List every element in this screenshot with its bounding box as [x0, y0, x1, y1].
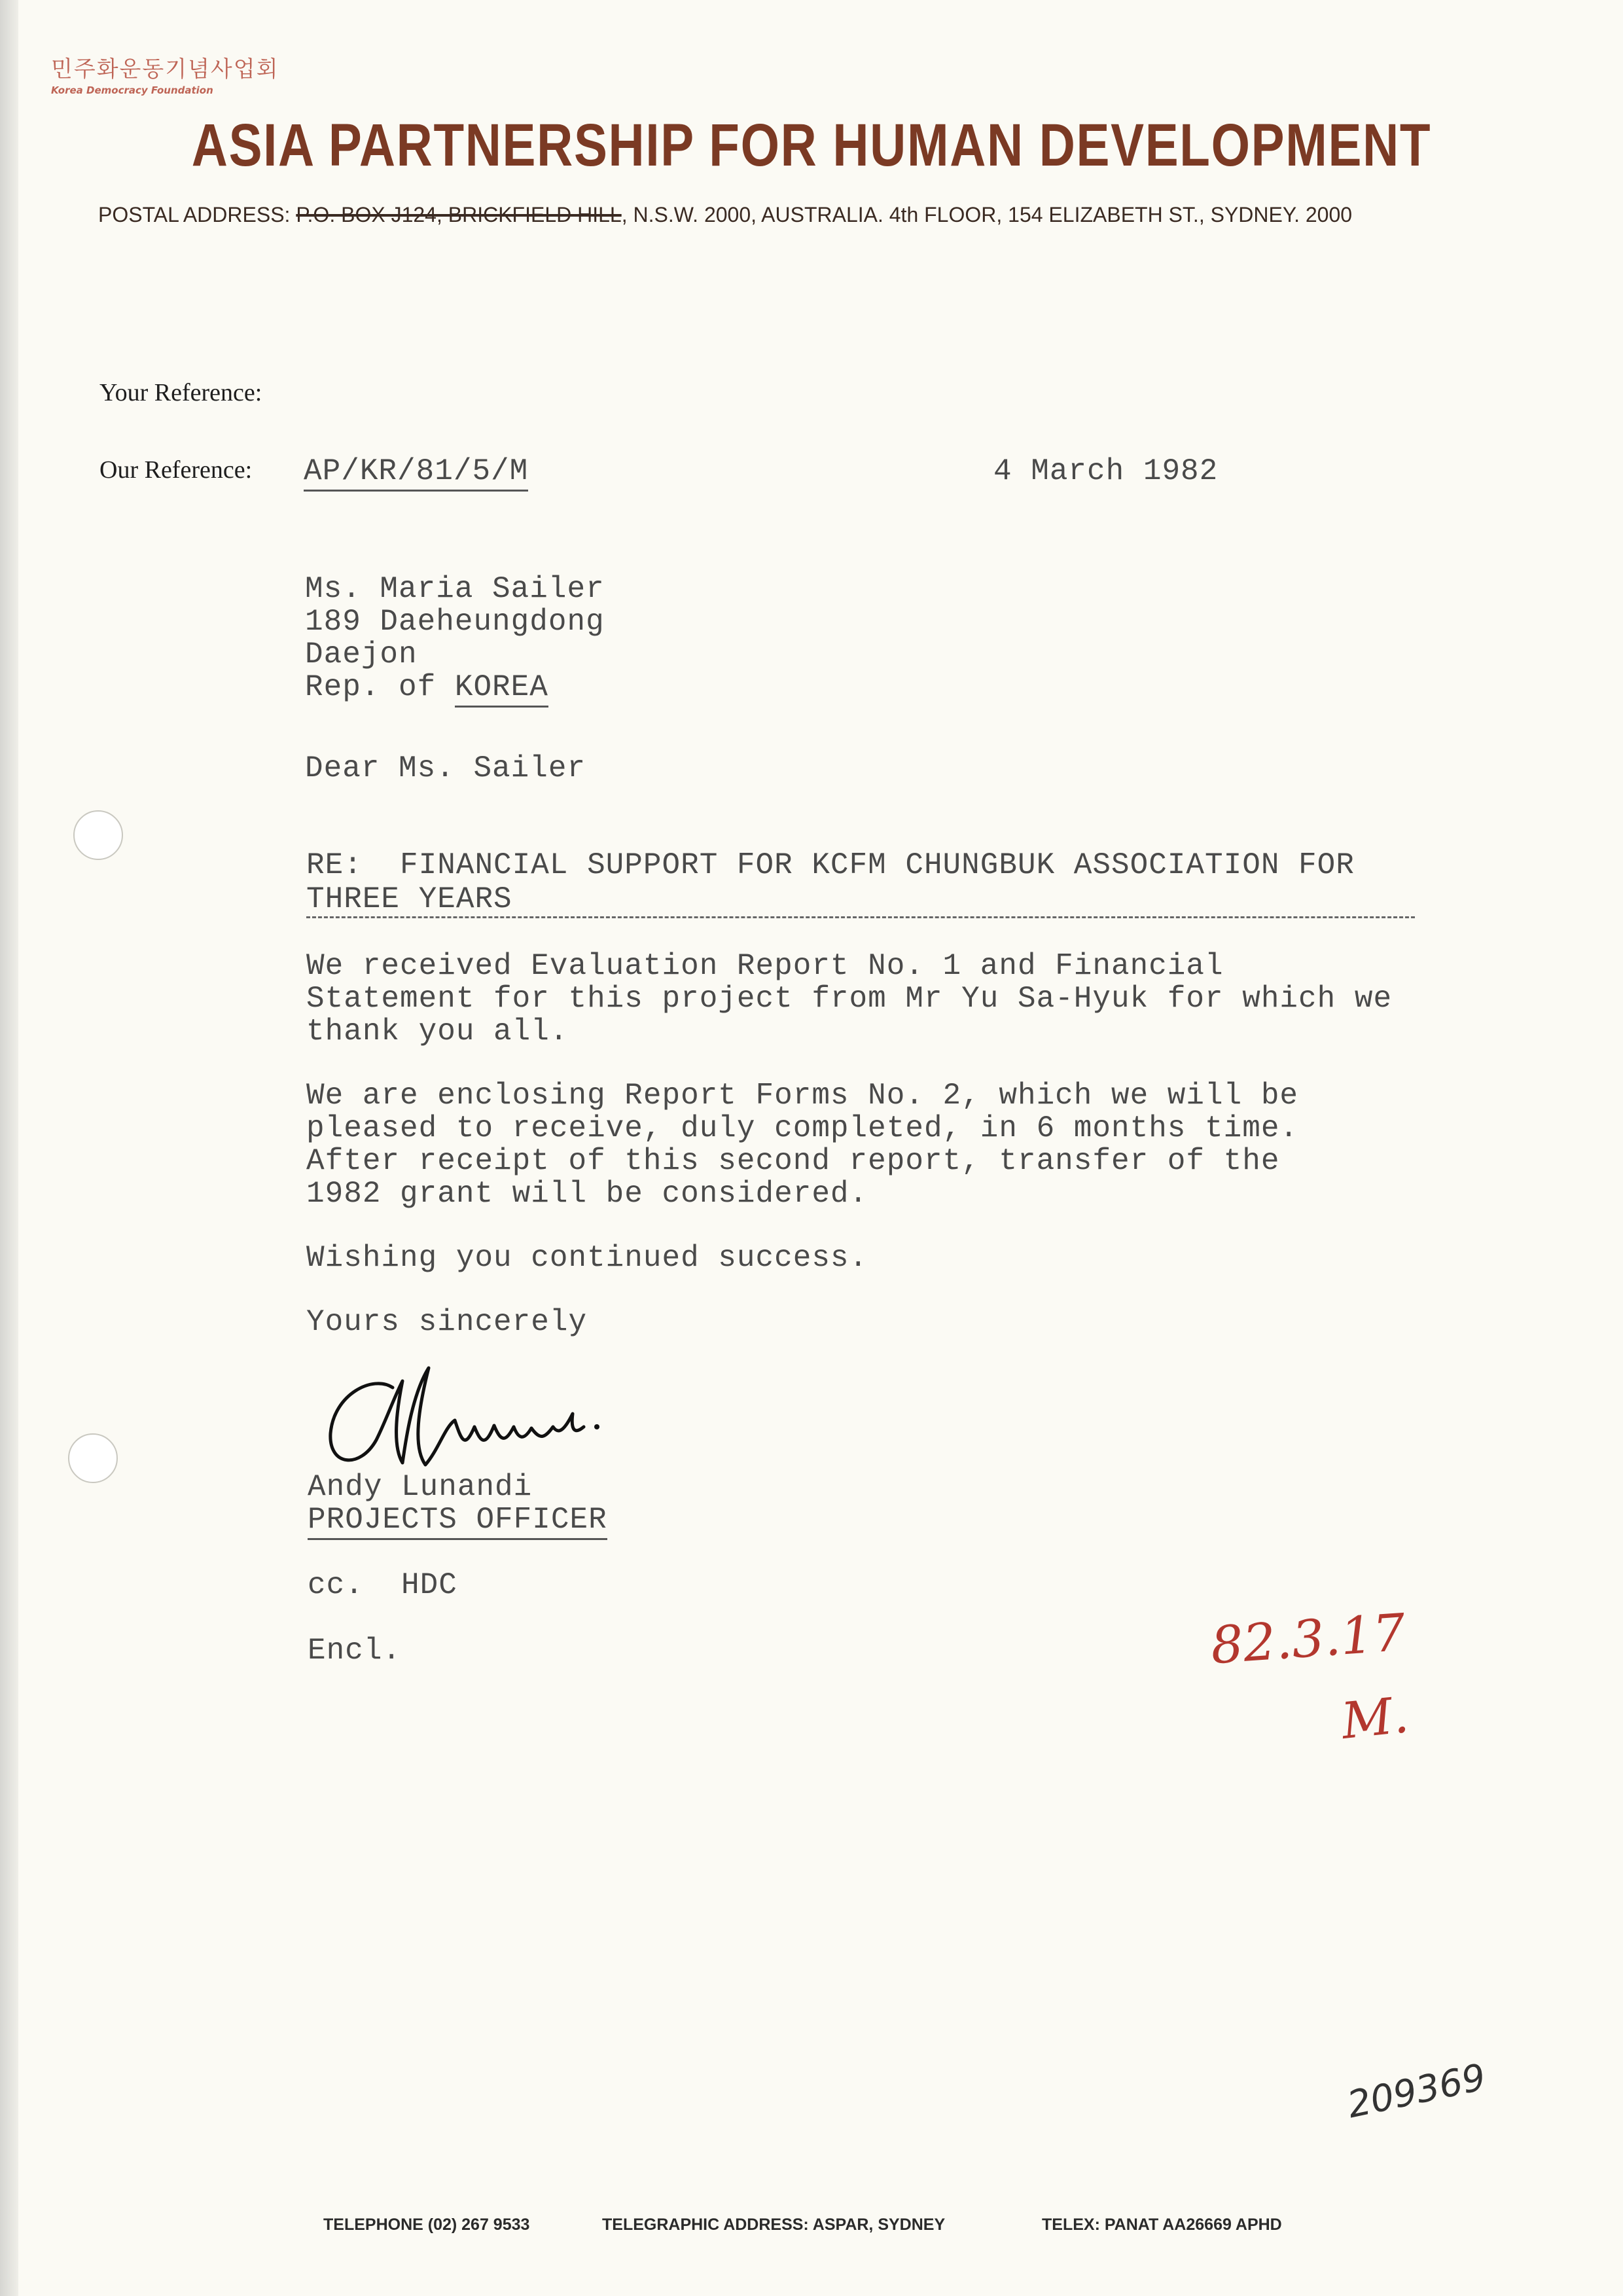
postal-current-address: , N.S.W. 2000, AUSTRALIA. 4th FLOOR, 154 ELIZABETH ST., SYDNEY. 2000 [621, 203, 1353, 226]
watermark-english: Korea Democracy Foundation [51, 84, 213, 96]
footer-telex: TELEX: PANAT AA26669 APHD [1042, 2215, 1282, 2234]
handwritten-signature [314, 1335, 720, 1479]
punch-hole-upper [73, 810, 123, 860]
letterhead-title: ASIA PARTNERSHIP FOR HUMAN DEVELOPMENT [191, 112, 1432, 179]
foundation-watermark [51, 51, 279, 96]
valediction: Yours sincerely [306, 1305, 588, 1339]
postal-struck-address: P.O. BOX J124, BRICKFIELD HILL [296, 203, 622, 226]
recipient-city: Daejon [305, 637, 418, 672]
enclosure-line: Encl. [308, 1634, 402, 1668]
postal-address [98, 203, 1352, 227]
body-paragraph-3: Wishing you continued success. [306, 1241, 868, 1275]
body-paragraph-2-line-1: We are enclosing Report Forms No. 2, which we will be [306, 1079, 1299, 1113]
body-paragraph-1-line-1: We received Evaluation Report No. 1 and Financial [306, 949, 1224, 983]
footer-telephone: TELEPHONE (02) 267 9533 [323, 2215, 530, 2234]
signer-title: PROJECTS OFFICER [308, 1503, 607, 1540]
our-reference-value: AP/KR/81/5/M [304, 454, 528, 492]
page-edge [0, 0, 18, 2296]
signer-name: Andy Lunandi [308, 1470, 533, 1504]
cc-line: cc. HDC [308, 1568, 457, 1602]
postal-prefix: POSTAL ADDRESS: [98, 203, 296, 226]
your-reference-label: Your Reference: [99, 379, 262, 406]
watermark-korean: 민주화운동기념사업회 [51, 56, 279, 82]
body-paragraph-2-line-3: After receipt of this second report, transfer of the [306, 1144, 1280, 1178]
body-paragraph-1-line-3: thank you all. [306, 1014, 569, 1049]
subject-underline [306, 916, 1415, 918]
footer-telegraphic-address: TELEGRAPHIC ADDRESS: ASPAR, SYDNEY [602, 2215, 946, 2234]
body-paragraph-2-line-4: 1982 grant will be considered. [306, 1177, 868, 1211]
subject-line-1: RE: FINANCIAL SUPPORT FOR KCFM CHUNGBUK ASSOCIATION FOR [306, 848, 1355, 882]
salutation: Dear Ms. Sailer [305, 751, 586, 785]
recipient-country-line [305, 670, 548, 704]
subject-line [306, 848, 1355, 916]
handwritten-initial: M. [1338, 1685, 1412, 1751]
recipient-street: 189 Daeheungdong [305, 605, 605, 639]
archive-document-number: 209369 [1344, 2056, 1489, 2127]
handwritten-date-stamp: 82.3.17 [1209, 1603, 1408, 1676]
punch-hole-lower [68, 1433, 118, 1483]
letter-date: 4 March 1982 [993, 454, 1219, 488]
recipient-name: Ms. Maria Sailer [305, 572, 605, 606]
recipient-country-prefix: Rep. of [305, 670, 455, 704]
subject-line-2: THREE YEARS [306, 882, 512, 916]
body-paragraph-2-line-2: pleased to receive, duly completed, in 6 months time. [306, 1111, 1299, 1145]
our-reference-label: Our Reference: [99, 456, 253, 484]
recipient-country: KOREA [455, 670, 548, 708]
body-paragraph-1-line-2: Statement for this project from Mr Yu Sa-Hyuk for which we [306, 982, 1393, 1016]
